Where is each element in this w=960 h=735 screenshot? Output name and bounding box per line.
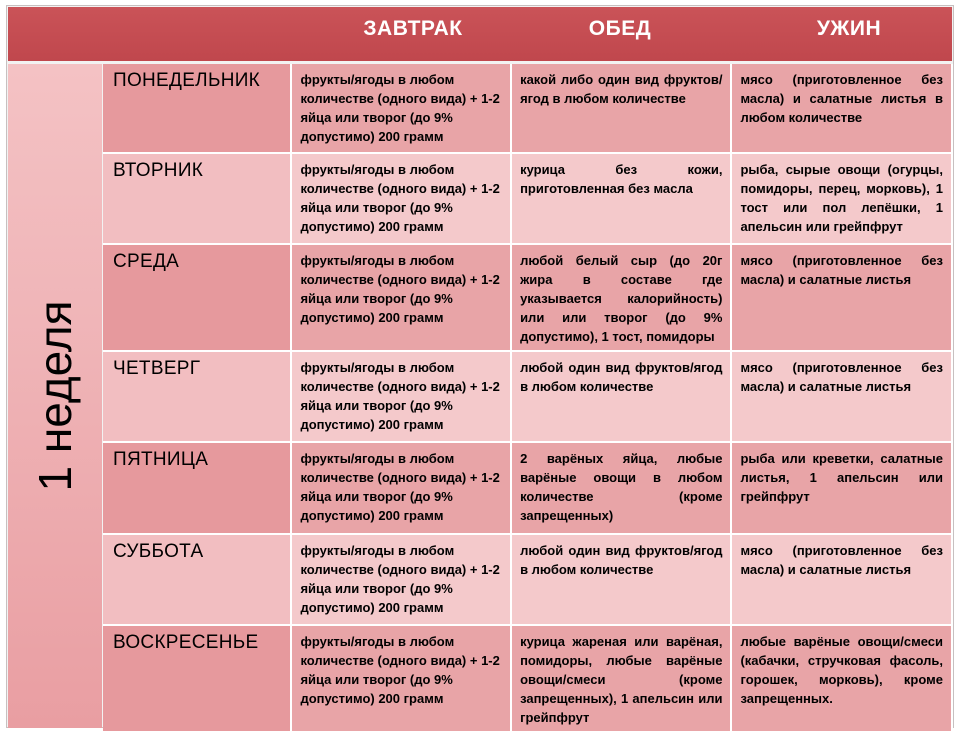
day-cell: ПЯТНИЦА xyxy=(103,443,292,535)
day-cell: ПОНЕДЕЛЬНИК xyxy=(103,64,292,154)
table-row-thursday xyxy=(103,352,953,443)
table-row-friday xyxy=(103,443,953,535)
day-cell: ЧЕТВЕРГ xyxy=(103,352,292,443)
week-label: 1 неделя xyxy=(29,300,81,492)
breakfast-cell: фрукты/ягоды в любом количестве (одного вида) + 1-2 яйца или творог (до 9% допустимо) 200 грамм xyxy=(292,352,512,443)
lunch-cell: 2 варёных яйца, любые варёные овощи в любом количестве (кроме запрещенных) xyxy=(512,443,732,535)
dinner-cell: мясо (приготовленное без масла) и салатные листья xyxy=(732,352,953,443)
meal-plan-table xyxy=(103,64,953,733)
table-header xyxy=(8,7,952,61)
table-row-tuesday xyxy=(103,154,953,245)
lunch-cell: любой один вид фруктов/ягод в любом количестве xyxy=(512,535,732,626)
lunch-cell: курица жареная или варёная, помидоры, любые варёные овощи/смеси (кроме запрещенных), 1 апельсин или грейпфрут xyxy=(512,626,732,733)
dinner-cell: любые варёные овощи/смеси (кабачки, стручковая фасоль, горошек, морковь), кроме запрещенных. xyxy=(732,626,953,733)
header-lunch: ОБЕД xyxy=(588,17,652,40)
lunch-cell: любой один вид фруктов/ягод в любом количестве xyxy=(512,352,732,443)
breakfast-cell: фрукты/ягоды в любом количестве (одного вида) + 1-2 яйца или творог (до 9% допустимо) 200 грамм xyxy=(292,626,512,733)
dinner-cell: мясо (приготовленное без масла) и салатные листья в любом количестве xyxy=(732,64,953,154)
day-cell: ВОСКРЕСЕНЬЕ xyxy=(103,626,292,733)
table-row-saturday xyxy=(103,535,953,626)
lunch-cell: курица без кожи, приготовленная без масла xyxy=(512,154,732,245)
dinner-cell: мясо (приготовленное без масла) и салатные листья xyxy=(732,245,953,352)
week-column xyxy=(8,64,102,728)
header-breakfast: ЗАВТРАК xyxy=(363,17,463,40)
day-cell: СРЕДА xyxy=(103,245,292,352)
breakfast-cell: фрукты/ягоды в любом количестве (одного вида) + 1-2 яйца или творог (до 9% допустимо) 200 грамм xyxy=(292,443,512,535)
dinner-cell: рыба, сырые овощи (огурцы, помидоры, перец, морковь), 1 тост или пол лепёшки, 1 апельсин или грейпфрут xyxy=(732,154,953,245)
dinner-cell: рыба или креветки, салатные листья, 1 апельсин или грейпфрут xyxy=(732,443,953,535)
table-row-sunday xyxy=(103,626,953,733)
lunch-cell: любой белый сыр (до 20г жира в составе где указывается калорийность) или или творог (до 9% допустимо), 1 тост, помидоры xyxy=(512,245,732,352)
breakfast-cell: фрукты/ягоды в любом количестве (одного вида) + 1-2 яйца или творог (до 9% допустимо) 200 грамм xyxy=(292,535,512,626)
breakfast-cell: фрукты/ягоды в любом количестве (одного вида) + 1-2 яйца или творог (до 9% допустимо) 200 грамм xyxy=(292,64,512,154)
dinner-cell: мясо (приготовленное без масла) и салатные листья xyxy=(732,535,953,626)
breakfast-cell: фрукты/ягоды в любом количестве (одного вида) + 1-2 яйца или творог (до 9% допустимо) 200 грамм xyxy=(292,154,512,245)
header-dinner: УЖИН xyxy=(816,17,882,40)
day-cell: СУББОТА xyxy=(103,535,292,626)
table-row-monday xyxy=(103,64,953,154)
day-cell: ВТОРНИК xyxy=(103,154,292,245)
lunch-cell: какой либо один вид фруктов/ягод в любом количестве xyxy=(512,64,732,154)
breakfast-cell: фрукты/ягоды в любом количестве (одного вида) + 1-2 яйца или творог (до 9% допустимо) 200 грамм xyxy=(292,245,512,352)
table-row-wednesday xyxy=(103,245,953,352)
